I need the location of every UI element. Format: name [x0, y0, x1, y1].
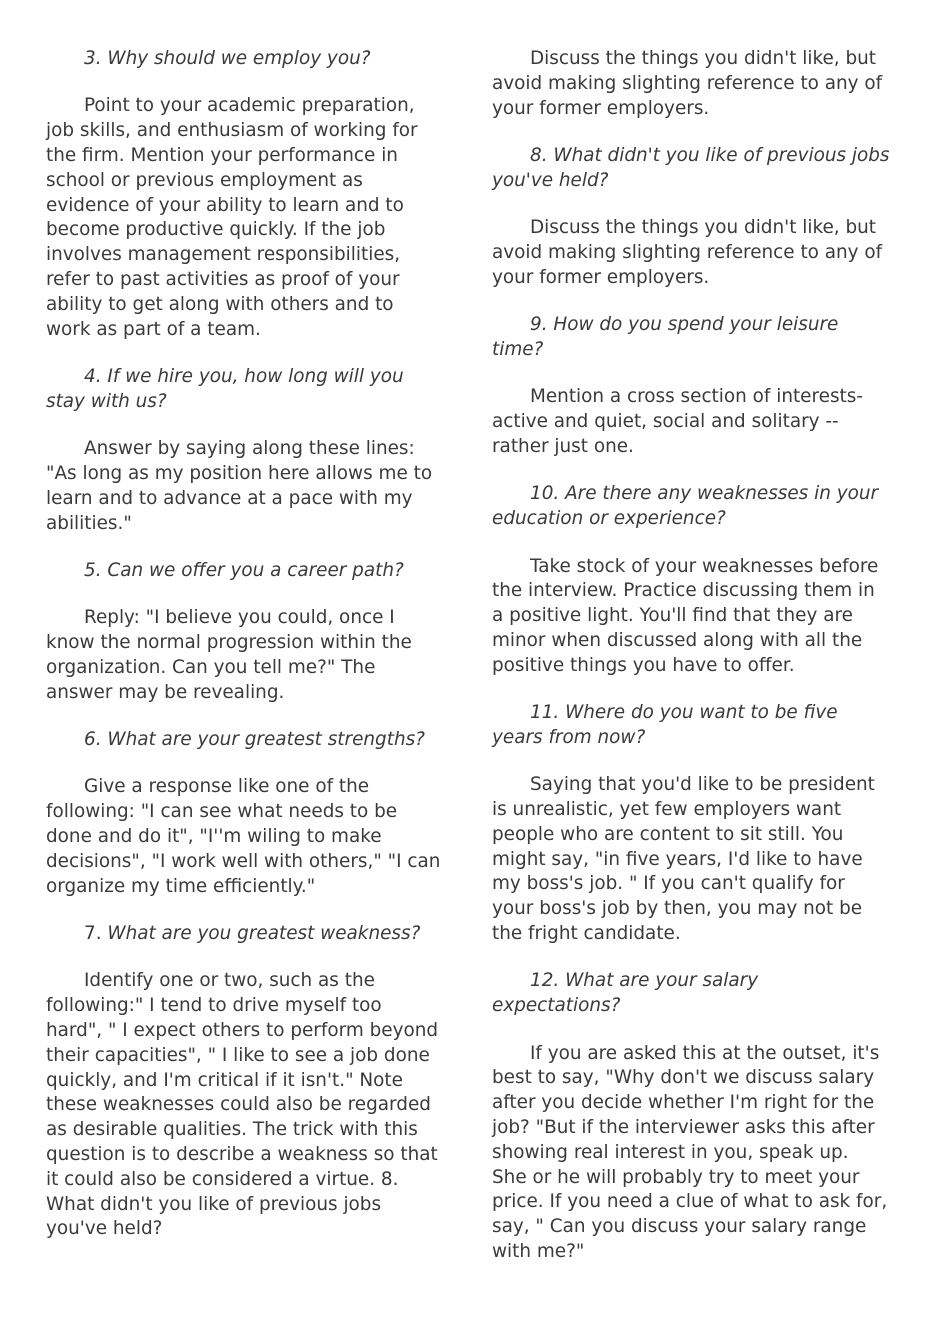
question-5: 5. Can we offer you a career path? [84, 559, 404, 581]
answer-6: Give a response like one of the following: "I can see what needs to be done and do it", "I''m wiling to make decisions", "I work well with others," "I can organize my time efficiently." [46, 776, 441, 897]
question-10: 10. Are there any weaknesses in your education or experience? [492, 483, 879, 530]
answer-11: Saying that you'd like to be president is unrealistic, yet few employers want people who are content to sit still. You might say, "in five years, I'd like to have my boss's job. " If you can't qualify for your boss's job by then, you may not be the fright candidate. [492, 774, 875, 945]
question-3: 3. Why should we employ you? [84, 48, 371, 69]
answer-9: Mention a cross section of interests- active and quiet, social and solitary -- rather just one. [492, 386, 863, 457]
answer-7: Identify one or two, such as the following:" I tend to drive myself too hard", " I expect others to perform beyond their capacities", " I like to see a job done quickly, and I'm critical if it isn't." Note these weaknesses could also be regarded as desirable qualities. The trick with this question is to describe a weakness so that it could also be considered a virtue. 8. What didn't you like of previous jobs you've held? [46, 970, 439, 1240]
question-7 [46, 922, 464, 947]
answer-10: Take stock of your weaknesses before the interview. Practice discussing them in a positive light. You'll find that they are minor when discussed along with all the positive things you have to offer. [492, 555, 879, 676]
question-11: 11. Where do you want to be five years from now? [492, 702, 838, 748]
question-4: 4. If we hire you, how long will you stay with us? [46, 365, 404, 412]
answer-7-continued: Discuss the things you didn't like, but avoid making slighting reference to any of your former employers. [492, 48, 883, 119]
question-7-text: What are you greatest weakness? [101, 923, 421, 945]
question-7-number: 7. [84, 923, 102, 945]
answer-4: Answer by saying along these lines: "As long as my position here allows me to learn and to advance at a pace with my abilities." [46, 438, 433, 534]
answer-12: If you are asked this at the outset, it's best to say, "Why don't we discuss salary after you decide whether I'm right for the job? "But if the interviewer asks this after showing real interest in you, speak up. She or he will probably try to meet your price. If you need a clue of what to ask for, say, " Can you discuss your salary range with me?" [492, 1042, 888, 1263]
answer-3: Point to your academic preparation, job skills, and enthusiasm of working for the firm. Mention your performance in school or previous employment as evidence of your ability to learn and to become productive quickly. If the job involves management responsibilities, refer to past activities as proof of your ability to get along with others and to work as part of a team. [46, 95, 418, 340]
question-12: 12. What are your salary expectations? [492, 970, 759, 1017]
answer-8: Discuss the things you didn't like, but avoid making slighting reference to any of your former employers. [492, 217, 883, 288]
right-column [492, 47, 912, 1287]
left-column [46, 47, 464, 1265]
question-6: 6. What are your greatest strengths? [84, 729, 425, 751]
question-8: 8. What didn't you like of previous jobs you've held? [492, 144, 890, 191]
question-9: 9. How do you spend your leisure time? [492, 314, 839, 360]
answer-5: Reply: "I believe you could, once I know the normal progression within the organization. Can you tell me?" The answer may be revealing. [46, 607, 412, 703]
